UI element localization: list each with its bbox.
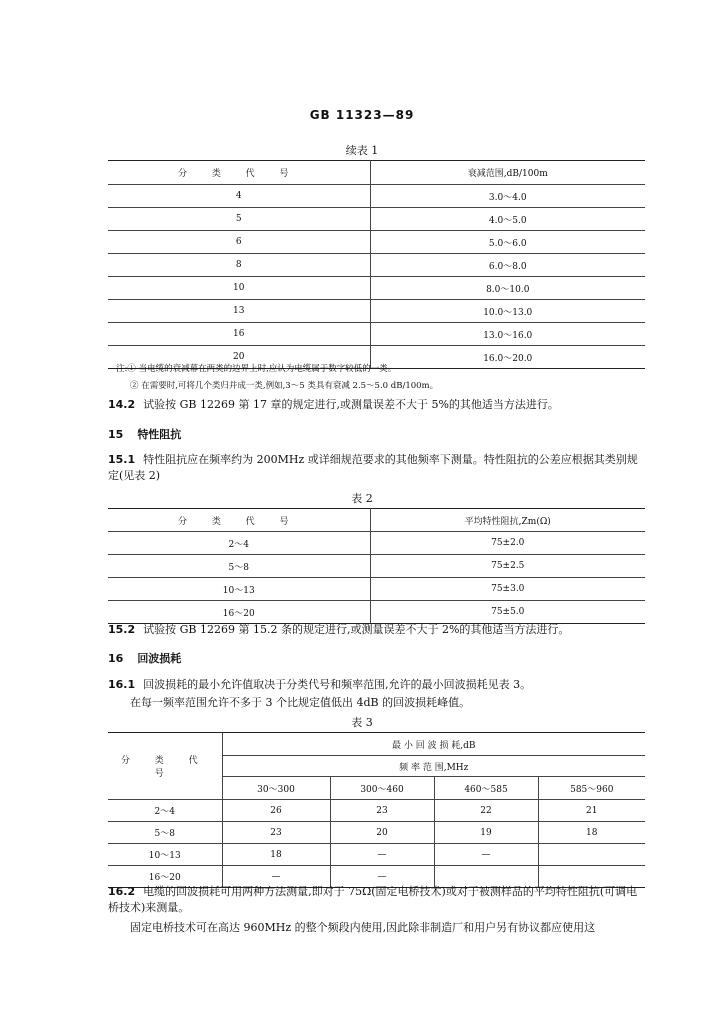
- table2-header-row: [108, 509, 645, 532]
- table3-group-header: 最 小 回 波 损 耗,dB: [222, 733, 645, 756]
- table-row: [108, 231, 645, 254]
- table-row: [108, 601, 645, 624]
- table3-freq-header: 460～585: [434, 777, 538, 800]
- section-title: 特性阻抗: [137, 428, 182, 441]
- table3-cell: 23: [222, 822, 330, 844]
- table3-cell: 2～4: [108, 800, 222, 822]
- section-number: 16: [108, 652, 124, 665]
- table2-cell: 75±5.0: [370, 601, 645, 624]
- section-14-2: [108, 397, 648, 413]
- table1-note-1: 注:① 当电缆的衰减幕在两类的边界上时,应认为电缆属于数字较低的一类。: [116, 364, 397, 374]
- table3-header-row: [108, 733, 645, 756]
- table3-cell: 21: [538, 800, 645, 822]
- table1-cell: 8: [108, 254, 370, 277]
- table-row: [108, 300, 645, 323]
- table1-caption: 续表 1: [345, 144, 379, 157]
- section-text: 试验按 GB 12269 第 17 章的规定进行,或测量误差不大于 5%的其他适当方法进行。: [143, 398, 559, 411]
- section-number: 15.1: [108, 453, 136, 466]
- table3: [108, 732, 645, 888]
- section-15-1: [108, 452, 648, 484]
- table2-cell: 75±2.5: [370, 555, 645, 578]
- table1-note-2: ② 在需要时,可将几个类归并成一类,例如,3～5 类具有衰减 2.5～5.0 dB/100m。: [130, 381, 439, 391]
- table-row: [108, 323, 645, 346]
- table2-col1-header: 分 类 代 号: [108, 509, 370, 532]
- table3-cell: 18: [538, 822, 645, 844]
- table3-col1-header: 分 类 代 号: [108, 733, 222, 800]
- table3-sub-header: 频 率 范 围,MHz: [222, 756, 645, 777]
- table2-cell: 16～20: [108, 601, 370, 624]
- table2-cell: 75±3.0: [370, 578, 645, 601]
- table3-cell: —: [330, 844, 434, 866]
- table1-cell: 13: [108, 300, 370, 323]
- table1-cell: 4: [108, 185, 370, 208]
- table3-cell: —: [434, 844, 538, 866]
- section-15-heading: [108, 426, 181, 442]
- section-number: 16.1: [108, 678, 136, 691]
- table3-freq-header: 300～460: [330, 777, 434, 800]
- table3-cell: —: [222, 866, 330, 888]
- table-row: [108, 208, 645, 231]
- table1-cell: 10: [108, 277, 370, 300]
- table1-col1-header: 分 类 代 号: [108, 161, 370, 185]
- table2-col2-header: 平均特性阻抗,Zm(Ω): [370, 509, 645, 532]
- table-row: [108, 822, 645, 844]
- section-16-heading: [108, 650, 181, 666]
- table2-cell: 2～4: [108, 532, 370, 555]
- table1-cell: 13.0～16.0: [370, 323, 645, 346]
- table3-cell: 20: [330, 822, 434, 844]
- table2-cell: 10～13: [108, 578, 370, 601]
- table3-cell: —: [330, 866, 434, 888]
- table1-cell: 5: [108, 208, 370, 231]
- table1-cell: 3.0～4.0: [370, 185, 645, 208]
- table1-cell: 6: [108, 231, 370, 254]
- table3-cell: 23: [330, 800, 434, 822]
- table-row: [108, 844, 645, 866]
- table1-cell: 4.0～5.0: [370, 208, 645, 231]
- section-number: 15: [108, 428, 124, 441]
- table2: [108, 508, 645, 624]
- table2-cell: 75±2.0: [370, 532, 645, 555]
- table3-cell: [538, 844, 645, 866]
- table-row: [108, 555, 645, 578]
- table3-cell: 16～20: [108, 866, 222, 888]
- table2-cell: 5～8: [108, 555, 370, 578]
- table-row: [108, 800, 645, 822]
- table1-cell: 5.0～6.0: [370, 231, 645, 254]
- page-header: GB 11323—89: [309, 108, 415, 122]
- table3-freq-header: 585～960: [538, 777, 645, 800]
- table1-cell: 10.0～13.0: [370, 300, 645, 323]
- table2-caption: 表 2: [351, 492, 373, 505]
- table-row: [108, 277, 645, 300]
- table1-cell: 20: [108, 346, 370, 369]
- table3-cell: 5～8: [108, 822, 222, 844]
- table1: [108, 160, 645, 369]
- table3-cell: 18: [222, 844, 330, 866]
- table-row: [108, 532, 645, 555]
- section-text: 电缆的回波损耗可用两种方法测量,即对于 75Ω(固定电桥技术)或对于被测样品的平均特性阻抗(可调电桥技术)来测量。: [108, 885, 638, 914]
- table-row: [108, 185, 645, 208]
- table1-header-row: [108, 161, 645, 185]
- table3-caption: 表 3: [351, 716, 373, 729]
- section-16-1: [108, 677, 648, 693]
- section-text: 试验按 GB 12269 第 15.2 条的规定进行,或测量误差不大于 2%的其他适当方法进行。: [143, 623, 570, 636]
- table3-cell: 26: [222, 800, 330, 822]
- section-number: 16.2: [108, 885, 136, 898]
- section-text: 回波损耗的最小允许值取决于分类代号和频率范围,允许的最小回波损耗见表 3。: [143, 678, 532, 691]
- table3-cell: 19: [434, 822, 538, 844]
- table3-cell: 10～13: [108, 844, 222, 866]
- section-15-2: [108, 622, 648, 638]
- section-number: 15.2: [108, 623, 136, 636]
- section-text: 特性阻抗应在频率约为 200MHz 或详细规范要求的其他频率下测量。特性阻抗的公差应根据其类别规定(见表 2): [108, 453, 638, 482]
- section-16-2: [108, 884, 648, 916]
- table-row: [108, 578, 645, 601]
- section-16-1-line2: 在每一频率范围允许不多于 3 个比规定值低出 4dB 的回波损耗峰值。: [130, 696, 471, 709]
- table1-cell: 6.0～8.0: [370, 254, 645, 277]
- section-title: 回波损耗: [137, 652, 182, 665]
- section-16-2-line2: 固定电桥技术可在高达 960MHz 的整个频段内使用,因此除非制造厂和用户另有协议都应使用这: [130, 921, 596, 934]
- table1-col2-header: 衰减范围,dB/100m: [370, 161, 645, 185]
- table-row: [108, 254, 645, 277]
- table3-freq-header: 30～300: [222, 777, 330, 800]
- table1-cell: 16: [108, 323, 370, 346]
- section-number: 14.2: [108, 398, 136, 411]
- table1-cell: 16.0～20.0: [370, 346, 645, 369]
- table3-cell: 22: [434, 800, 538, 822]
- table1-cell: 8.0～10.0: [370, 277, 645, 300]
